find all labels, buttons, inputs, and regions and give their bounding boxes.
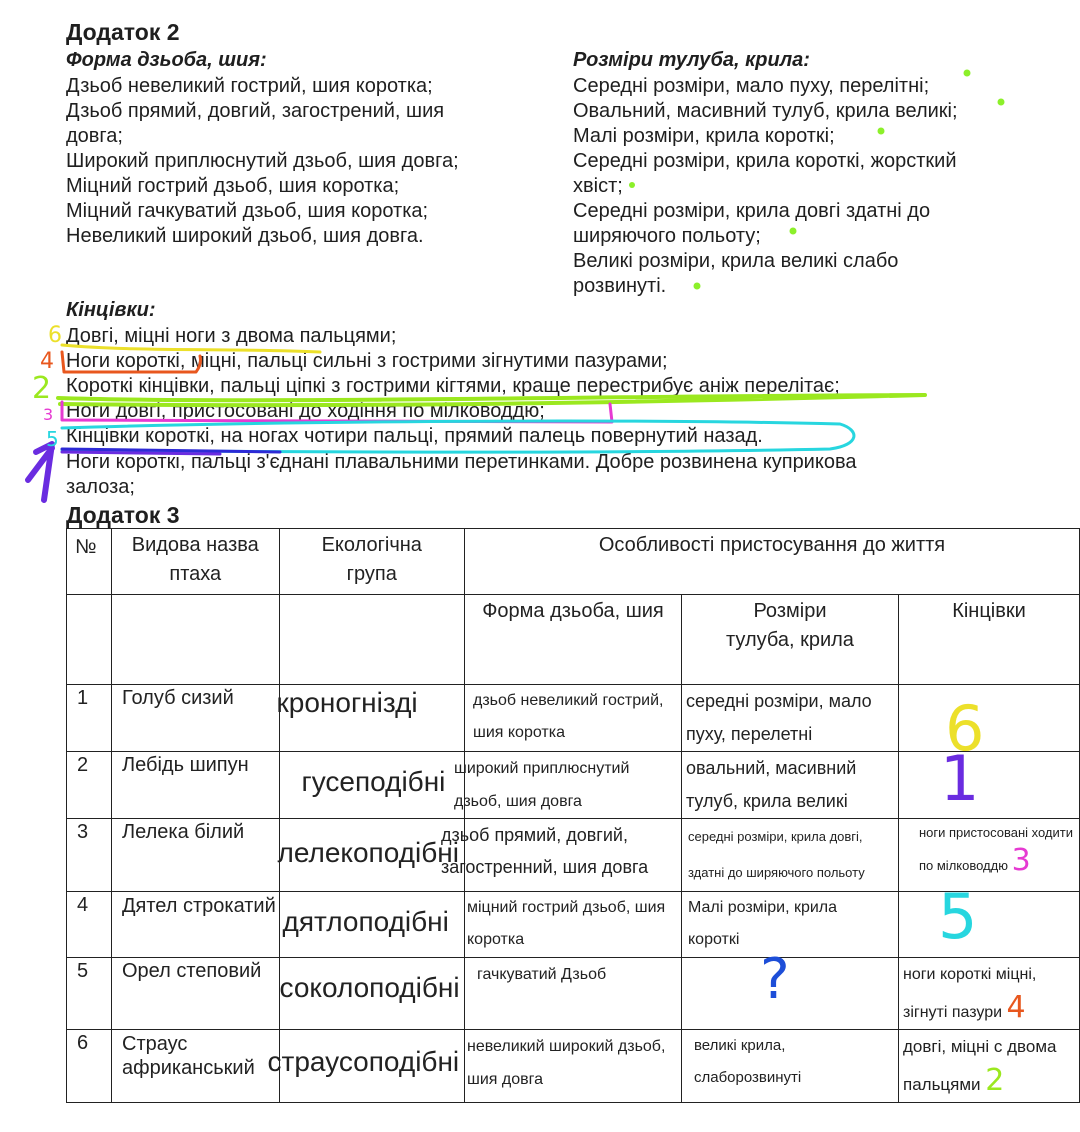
table-row (67, 752, 1080, 819)
row-bird-name: Орел степовий (122, 960, 262, 982)
subheader-empty (279, 595, 464, 685)
row-body: великі крила, слаборозвинуті (693, 1037, 802, 1086)
row-eco-group: страусоподібні (267, 1046, 460, 1077)
row-limbs (898, 685, 1079, 752)
row-eco-group: кроногнізді (276, 687, 418, 718)
limbs-heading: Кінцівки: (66, 299, 156, 321)
row-num: 5 (77, 960, 89, 982)
table-subheader-row (67, 595, 1080, 685)
limbs-line-7: залоза; (66, 476, 135, 498)
row-body: середні розміри, крила довгі, здатні до ширяючого польоту (687, 829, 865, 880)
body-line: Середні розміри, крила довгі здатні до (573, 200, 931, 222)
header-name: Видова назва птаха (112, 529, 280, 595)
appendix2-title: Додаток 2 (66, 19, 180, 45)
beak-heading: Форма дзьоба, шия: (66, 49, 267, 71)
header-num: № (67, 529, 112, 595)
header-body: Розміри тулуба, крила (681, 595, 898, 685)
row-bird-name: Лелека білий (122, 821, 245, 843)
subheader-empty (112, 595, 280, 685)
limb-answer-numeral: 2 (985, 1063, 1005, 1098)
limb-answer-numeral: 6 (945, 692, 985, 765)
body-line: розвинуті. (573, 275, 667, 297)
row-limbs (898, 752, 1079, 819)
appendix3-title: Додаток 3 (66, 502, 180, 528)
body-line: Середні розміри, крила короткі, жорсткий (573, 150, 957, 172)
limbs-line-3: Короткі кінцівки, пальці ціпкі з гострими кігтями, краще перестрибує аніж перелітає; (66, 375, 840, 397)
row-body (681, 958, 898, 1030)
beak-line: Дзьоб невеликий гострий, шия коротка; (66, 75, 433, 97)
row-bird-name: Голуб сизий (122, 687, 234, 709)
table-header-row (67, 529, 1080, 595)
row-body: середні розміри, мало пуху, перелетні (685, 691, 872, 744)
purple-numeral-1 (28, 444, 52, 500)
row-bird-name: Дятел строкатий (122, 895, 276, 917)
header-limbs: Кінцівки (898, 595, 1079, 685)
row-num: 1 (77, 687, 89, 709)
limb-answer-numeral: 1 (940, 742, 980, 815)
limb-answer-numeral: 4 (1006, 990, 1026, 1025)
row-body: Малі розміри, крила короткі (687, 899, 838, 948)
row-bird-name: Лебідь шипун (122, 754, 249, 776)
beak-line: Широкий приплюснутий дзьоб, шия довга; (66, 150, 459, 172)
birds-table (66, 528, 1080, 1103)
margin-numeral: 6 (48, 323, 62, 348)
row-eco-group: соколоподібні (279, 972, 460, 1003)
question-mark: ? (760, 947, 790, 1012)
margin-numeral: 5 (46, 427, 59, 451)
row-beak: гачкуватий Дзьоб (476, 966, 607, 983)
row-limbs: ноги пристосовані ходити по мілководдю 3 (918, 825, 1073, 878)
margin-numeral: 4 (40, 349, 54, 374)
body-line: ширяючого польоту; (573, 225, 761, 247)
row-beak: широкий приплюснутий дзьоб, шия довга (453, 760, 630, 810)
row-eco-group: дятлоподібні (282, 906, 449, 937)
row-num: 3 (77, 821, 89, 843)
limbs-line-6: Ноги короткі, пальці з'єднані плавальними перетинками. Добре розвинена куприкова (66, 451, 857, 473)
row-eco-group: гусеподібні (301, 766, 446, 797)
body-line: Малі розміри, крила короткі; (573, 125, 835, 147)
table-row (67, 685, 1080, 752)
header-features: Особливості пристосування до життя (464, 529, 1079, 595)
row-num: 4 (77, 894, 89, 916)
green-check-dot (964, 70, 971, 77)
table-row (67, 819, 1080, 892)
limb-answer-numeral: 3 (1011, 843, 1031, 878)
limb-answer-numeral: 5 (938, 880, 978, 953)
beak-line: Міцний гачкуватий дзьоб, шия коротка; (66, 200, 429, 222)
table-row (67, 1030, 1080, 1103)
row-num: 6 (77, 1032, 89, 1054)
table-row (67, 892, 1080, 958)
margin-numeral: 2 (32, 371, 52, 406)
row-num: 2 (77, 754, 89, 776)
row-limbs: довгі, міцні с двома пальцями 2 (902, 1037, 1057, 1098)
body-line: Середні розміри, мало пуху, перелітні; (573, 75, 930, 97)
row-beak: міцний гострий дзьоб, шия коротка (466, 899, 666, 948)
beak-line: Міцний гострий дзьоб, шия коротка; (66, 175, 400, 197)
limbs-line-1: Довгі, міцні ноги з двома пальцями; (66, 325, 397, 347)
beak-list (66, 74, 459, 249)
body-heading: Розміри тулуба, крила: (573, 49, 810, 71)
header-group: Екологічна група (279, 529, 464, 595)
header-beak: Форма дзьоба, шия (464, 595, 681, 685)
beak-line: довга; (66, 125, 123, 147)
limbs-line-2: Ноги короткі, міцні, пальці сильні з гострими зігнутими пазурами; (66, 350, 668, 372)
row-bird-name: Страус африканський (122, 1033, 255, 1079)
beak-line: Дзьоб прямий, довгий, загострений, шия (66, 100, 445, 122)
row-beak: дзьоб прямий, довгий, загостренний, шия довга (440, 825, 649, 877)
beak-line: Невеликий широкий дзьоб, шия довга. (66, 225, 424, 247)
body-line: Великі розміри, крила великі слабо (573, 250, 899, 272)
limbs-line-5: Кінцівки короткі, на ногах чотири пальці, прямий палець повернутий назад. (66, 425, 763, 447)
green-check-dot (998, 99, 1005, 106)
row-body: овальний, масивний тулуб, крила великі (685, 758, 857, 811)
table-row (67, 958, 1080, 1030)
row-limbs (898, 892, 1079, 958)
margin-numeral: 3 (43, 405, 54, 424)
row-beak: дзьоб невеликий гострий, шия коротка (472, 692, 664, 741)
body-line: хвіст; (573, 175, 623, 197)
row-limbs: ноги короткі міцні, зігнуті пазури 4 (902, 966, 1037, 1025)
subheader-empty (67, 595, 112, 685)
body-list (573, 74, 958, 299)
limbs-line-4: Ноги довгі, пристосовані до ходіння по мілководдю; (66, 400, 545, 422)
row-beak: невеликий широкий дзьоб, шия довга (466, 1038, 666, 1088)
body-line: Овальний, масивний тулуб, крила великі; (573, 100, 958, 122)
row-eco-group: лелекоподібні (277, 837, 459, 868)
